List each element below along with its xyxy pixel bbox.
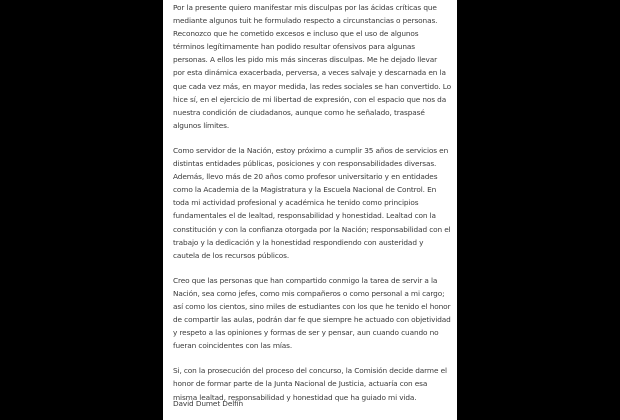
paragraph-colleagues: Creo que las personas que han compartido conmigo la tarea de servir a la Nación, sea como jefes, como mis compañeros o como personal a mi cargo; así como los cientos, sino miles de estudiantes con los que he tenido el honor de compartir las aulas, podrán dar fe que siempre he actuado con objetividad y respeto a las opiniones y formas de ser y pensar, aun cuando cuando no fueran coincidentes con las mías. [173,275,451,351]
document-page [163,0,457,420]
paragraph-commitment: Si, con la prosecución del proceso del concurso, la Comisión decide darme el honor de formar parte de la Junta Nacional de Justicia, actuaría con esa misma lealtad, responsabilidad y honestidad que ha guiado mi vida. [173,366,447,402]
signature: David Dumet Delfín [173,399,244,408]
paragraph-career: Como servidor de la Nación, estoy próximo a cumplir 35 años de servicios en distintas entidades públicas, posiciones y con responsabilidades diversas. Además, llevo más de 20 años como profesor universitario y en entidades como la Academia de la Magistratura y la Escuela Nacional de Control. En toda mi actividad profesional y académica he tenido como principios fundamentales el de lealtad, responsabilidad y honestidad. Lealtad con la constitución y con la confianza otorgada por la Nación; responsabilidad con el trabajo y la dedicación y la honestidad respondiendo con austeridad y cautela de los recursos públicos. [173,145,451,260]
paragraph-apology: Por la presente quiero manifestar mis disculpas por las ácidas críticas que mediante algunos tuit he formulado respecto a circunstancias o personas. Reconozco que he cometido excesos e incluso que el uso de algunos términos legítimamente han podido resultar ofensivos para algunas personas. A ellos les pido mis más sinceras disculpas. Me he dejado llevar por esta dinámica exacerbada, perversa, a veces salvaje y descarnada en la que cada vez más, en mayor medida, las redes sociales se han convertido. Lo hice sí, en el ejercicio de mi libertad de expresión, con el espacio que nos da nuestra condición de ciudadanos, aunque como he señalado, traspasé algunos límites. [173,3,451,130]
